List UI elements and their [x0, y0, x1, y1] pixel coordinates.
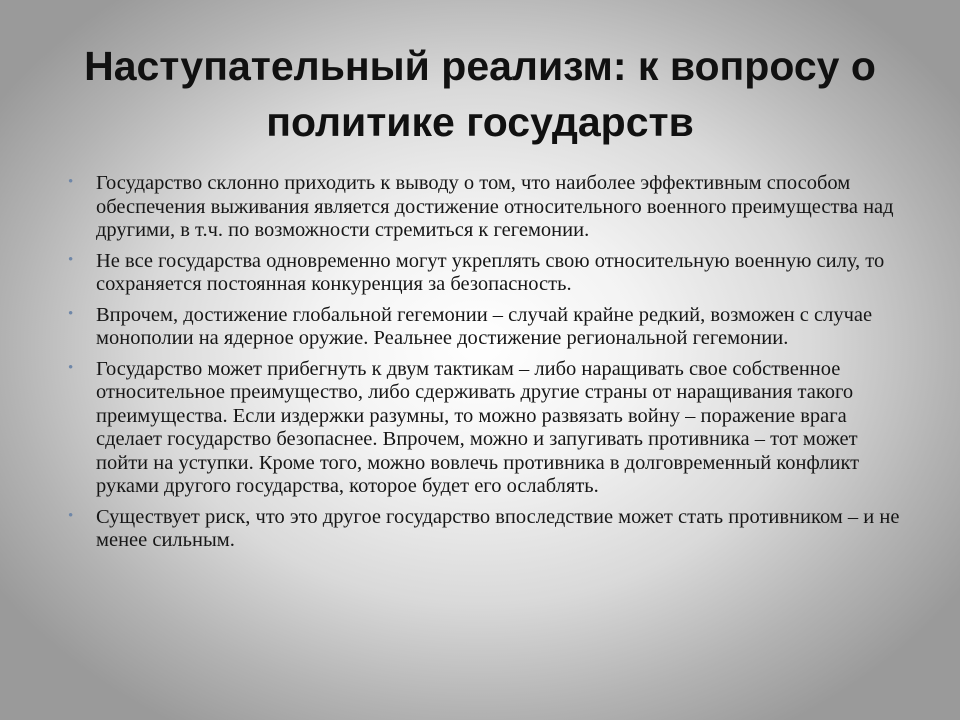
bullet-item-1 [68, 172, 912, 243]
bullet-text-2: Не все государства одновременно могут укреплять свою относительную военную силу, то сохраняется постоянная конкуренция за безопасность. [96, 249, 885, 295]
bullet-text-5: Существует риск, что это другое государство впоследствие может стать противником – и не менее сильным. [96, 505, 900, 551]
bullet-list [68, 172, 912, 560]
bullet-text-1: Государство склонно приходить к выводу о том, что наиболее эффективным способом обеспечения выживания является достижение относительного военного преимущества над другими, в т.ч. по возможности стремиться к гегемонии. [96, 172, 894, 241]
bullet-text-4: Государство может прибегнуть к двум тактикам – либо наращивать свое собственное относительное преимущество, либо сдерживать другие страны от наращивания такого преимущества. Если издержки разумны, то можно развязать войну – поражение врага сделает государство безопаснее. Впрочем, можно и запугивать противника – тот может пойти на уступки. Кроме того, можно вовлечь противника в долговременный конфликт руками другого государства, которое будет его ослаблять. [96, 357, 860, 497]
bullet-item-5 [68, 505, 912, 553]
bullet-marker-icon: • [68, 305, 74, 322]
bullet-marker-icon: • [68, 507, 74, 524]
bullet-item-2 [68, 249, 912, 297]
bullet-marker-icon: • [68, 359, 74, 376]
bullet-marker-icon: • [68, 174, 74, 190]
bullet-item-3 [68, 303, 912, 351]
bullet-text-3: Впрочем, достижение глобальной гегемонии – случай крайне редкий, возможен с случае монополии на ядерное оружие. Реальнее достижение региональной гегемонии. [96, 303, 873, 349]
bullet-item-4 [68, 357, 912, 499]
bullet-marker-icon: • [68, 251, 74, 268]
slide-title: Наступательный реализм: к вопросу о политике государств [84, 43, 876, 145]
